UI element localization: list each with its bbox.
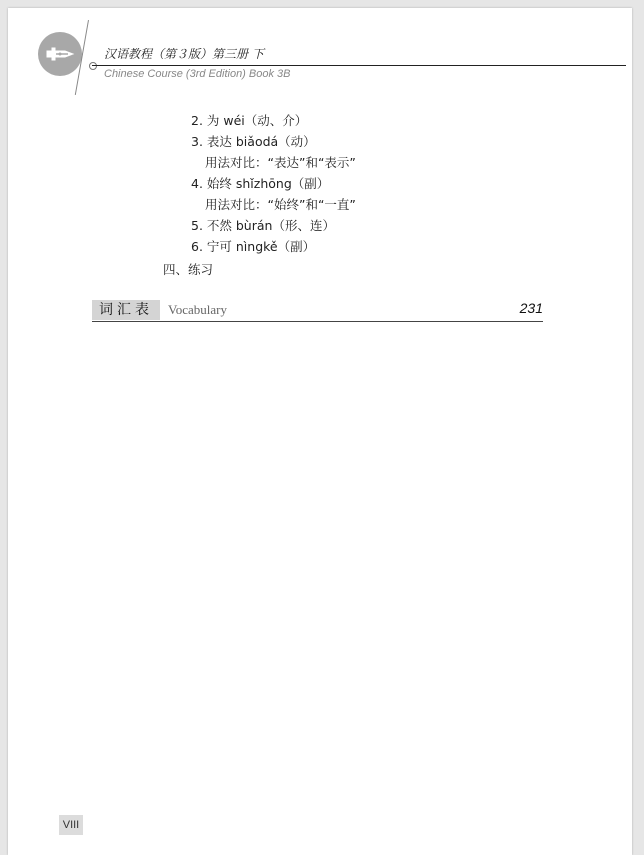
header-title-cn: 汉语教程（第３版）第三册 下: [104, 47, 264, 61]
header-dot: [89, 62, 97, 70]
toc-item[interactable]: 5. 不然 bùrán（形、连）: [191, 218, 335, 233]
vocabulary-label-cn: 词汇表: [92, 300, 160, 320]
pen-nib-icon: [38, 32, 82, 76]
toc-section[interactable]: 四、练习: [163, 262, 214, 277]
toc-item[interactable]: 6. 宁可 nìngkě（副）: [191, 239, 316, 254]
vocabulary-entry[interactable]: [92, 299, 543, 322]
toc-subitem[interactable]: 用法对比：“始终”和“一直”: [205, 197, 356, 212]
header-rule: [92, 65, 626, 66]
document-page: [8, 8, 632, 855]
vocabulary-page-number: 231: [519, 300, 543, 316]
page-number: VIII: [59, 815, 83, 835]
toc-item[interactable]: 4. 始终 shǐzhōng（副）: [191, 176, 330, 191]
toc-subitem[interactable]: 用法对比：“表达”和“表示”: [205, 155, 356, 170]
toc-item[interactable]: 2. 为 wéi（动、介）: [191, 113, 308, 128]
vocabulary-label-en: Vocabulary: [168, 302, 227, 317]
header-title-en: Chinese Course (3rd Edition) Book 3B: [104, 68, 291, 80]
toc-item[interactable]: 3. 表达 biǎodá（动）: [191, 134, 316, 149]
